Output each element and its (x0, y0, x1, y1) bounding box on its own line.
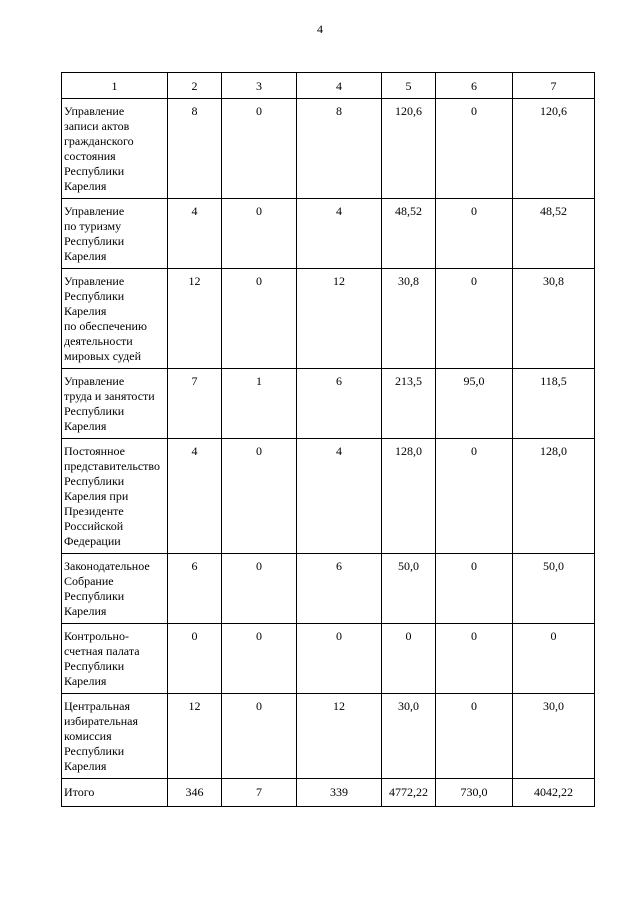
column-header: 6 (436, 73, 513, 99)
table-cell: 4 (297, 199, 382, 269)
organization-name: Законодательное Собрание Республики Карелия (62, 554, 168, 624)
table-cell: 12 (168, 269, 222, 369)
organization-name: Контрольно- счетная палата Республики Карелия (62, 624, 168, 694)
table-cell: 6 (168, 554, 222, 624)
table-cell: 12 (297, 694, 382, 779)
column-header: 1 (62, 73, 168, 99)
table-cell: 118,5 (513, 369, 595, 439)
table-cell: 0 (436, 694, 513, 779)
total-label: Итого (62, 779, 168, 807)
table-cell: 12 (297, 269, 382, 369)
total-cell: 339 (297, 779, 382, 807)
total-cell: 730,0 (436, 779, 513, 807)
table-cell: 0 (513, 624, 595, 694)
column-header: 7 (513, 73, 595, 99)
table-cell: 95,0 (436, 369, 513, 439)
table-cell: 30,0 (513, 694, 595, 779)
organization-name: Управление Республики Карелия по обеспечению деятельности мировых судей (62, 269, 168, 369)
table-row (62, 99, 595, 199)
table-cell: 30,8 (382, 269, 436, 369)
table-cell: 0 (436, 269, 513, 369)
table-cell: 50,0 (382, 554, 436, 624)
table-cell: 0 (436, 439, 513, 554)
table-cell: 30,8 (513, 269, 595, 369)
table-cell: 4 (297, 439, 382, 554)
table-cell: 48,52 (513, 199, 595, 269)
table-cell: 0 (297, 624, 382, 694)
table-cell: 6 (297, 554, 382, 624)
table-cell: 0 (222, 694, 297, 779)
table-cell: 8 (168, 99, 222, 199)
table-cell: 0 (436, 199, 513, 269)
table-cell: 0 (222, 269, 297, 369)
table-cell: 120,6 (513, 99, 595, 199)
table-cell: 213,5 (382, 369, 436, 439)
organization-name: Управление по туризму Республики Карелия (62, 199, 168, 269)
table-cell: 1 (222, 369, 297, 439)
organization-name: Управление записи актов гражданского состояния Республики Карелия (62, 99, 168, 199)
table-cell: 0 (222, 439, 297, 554)
column-header: 4 (297, 73, 382, 99)
table-cell: 120,6 (382, 99, 436, 199)
table-cell: 0 (222, 624, 297, 694)
table-cell: 4 (168, 199, 222, 269)
page-number: 4 (317, 22, 323, 36)
table-row (62, 554, 595, 624)
table-cell: 0 (382, 624, 436, 694)
table-row (62, 694, 595, 779)
table-row (62, 369, 595, 439)
organization-name: Центральная избирательная комиссия Республики Карелия (62, 694, 168, 779)
table-row (62, 624, 595, 694)
report-table (61, 72, 595, 807)
table-row (62, 439, 595, 554)
table-cell: 30,0 (382, 694, 436, 779)
organization-name: Постоянное представительство Республики Карелия при Президенте Российской Федерации (62, 439, 168, 554)
table-cell: 4 (168, 439, 222, 554)
table-cell: 8 (297, 99, 382, 199)
table-cell: 0 (222, 554, 297, 624)
table-row (62, 269, 595, 369)
table-cell: 0 (436, 99, 513, 199)
column-header: 3 (222, 73, 297, 99)
total-row (62, 779, 595, 807)
table-cell: 6 (297, 369, 382, 439)
column-header: 5 (382, 73, 436, 99)
table-cell: 50,0 (513, 554, 595, 624)
table-cell: 7 (168, 369, 222, 439)
table-cell: 48,52 (382, 199, 436, 269)
table-row (62, 199, 595, 269)
total-cell: 346 (168, 779, 222, 807)
table-cell: 0 (436, 554, 513, 624)
table-cell: 12 (168, 694, 222, 779)
organization-name: Управление труда и занятости Республики Карелия (62, 369, 168, 439)
table-cell: 128,0 (382, 439, 436, 554)
table-cell: 0 (436, 624, 513, 694)
total-cell: 4772,22 (382, 779, 436, 807)
table-cell: 0 (222, 99, 297, 199)
header-row (62, 73, 595, 99)
table-body (62, 99, 595, 807)
total-cell: 4042,22 (513, 779, 595, 807)
table-cell: 128,0 (513, 439, 595, 554)
table-cell: 0 (168, 624, 222, 694)
table-cell: 0 (222, 199, 297, 269)
total-cell: 7 (222, 779, 297, 807)
column-header: 2 (168, 73, 222, 99)
